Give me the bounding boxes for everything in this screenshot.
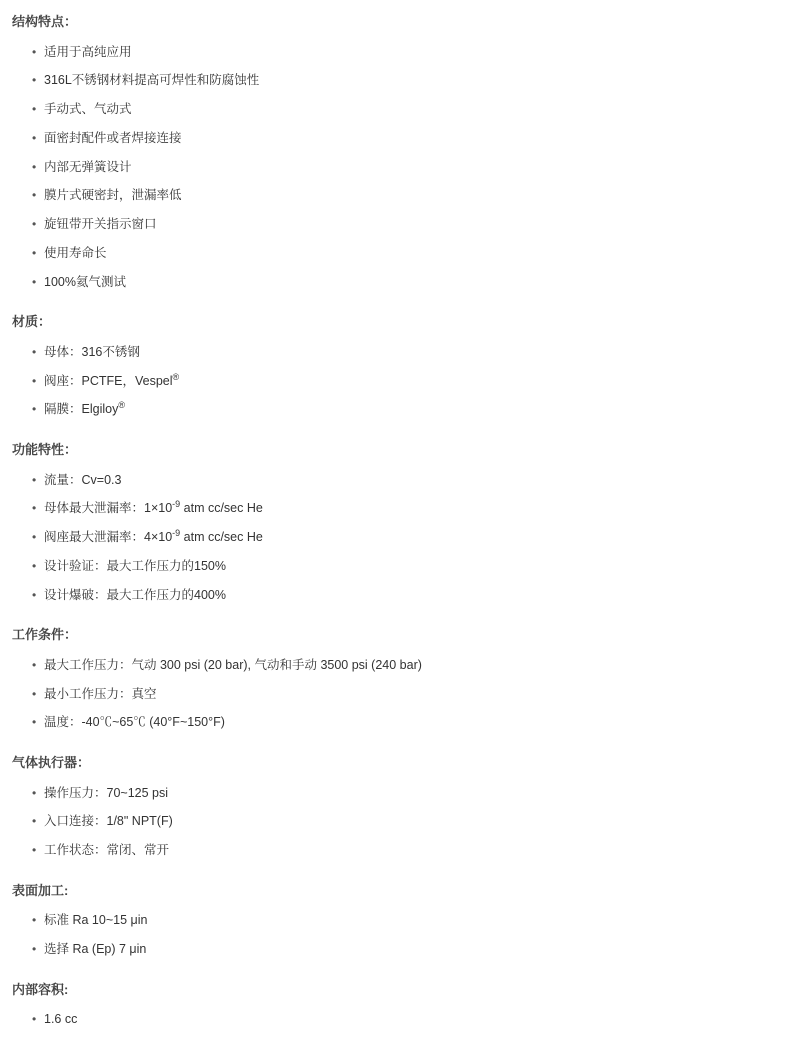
section-title: 表面加工: [12,882,69,898]
spec-sections [12,10,777,1034]
list-item-text: 旋钮带开关指示窗口 [44,217,157,231]
list-item-text: 设计验证：最大工作压力的150% [44,558,226,573]
list-item [12,906,777,935]
list-item [12,807,777,836]
list-item-text: atm cc/sec He [180,501,263,516]
superscript: ® [118,400,125,411]
list-item [12,210,777,239]
list-item [12,395,777,424]
list-item-text: 316L不锈钢材料提高可焊性和防腐蚀性 [44,73,260,88]
spec-list [12,779,777,865]
list-item-text: 入口连接：1/8" NPT(F) [44,814,173,829]
spec-list [12,1005,777,1034]
list-item-text: 手动式、气动式 [44,102,132,116]
spec-list [12,38,777,297]
list-item [12,836,777,865]
list-item [12,38,777,67]
spec-section [12,10,777,296]
list-item [12,124,777,153]
superscript: ® [172,371,180,382]
section-title: 气体执行器： [12,755,91,770]
list-item-text: 选择 Ra (Ep) 7 μin [44,942,147,956]
section-title: 工作条件： [12,627,78,643]
section-title: 材质： [12,314,52,330]
list-item [12,268,777,297]
section-title: 内部容积: [12,981,69,997]
spec-list [12,466,777,610]
list-item [12,581,777,610]
list-item [12,552,777,581]
list-item-text: 100%氦气测试 [44,274,126,289]
spec-section [12,978,777,1034]
list-item-text: 使用寿命长 [44,245,107,260]
spec-section [12,879,777,964]
list-item-text: 面密封配件或者焊接连接 [44,130,182,145]
list-item-text: 适用于高纯应用 [44,44,132,59]
list-item [12,708,777,737]
list-item [12,95,777,124]
list-item [12,779,777,808]
list-item-text: 设计爆破：最大工作压力的400% [44,587,226,602]
spec-list [12,338,777,424]
list-item [12,494,777,523]
list-item [12,523,777,552]
spec-list [12,651,777,737]
spec-list [12,906,777,964]
list-item-text: 阀座最大泄漏率：4×10 [44,530,173,544]
list-item-text: 流量：Cv=0.3 [44,472,122,487]
list-item-text: 隔膜：Elgiloy [44,402,119,417]
spec-section [12,751,777,865]
list-item-text: 操作压力：70~125 psi [44,785,169,800]
list-item-text: 母体最大泄漏率：1×10 [44,501,173,516]
list-item-text: 1.6 cc [44,1012,78,1027]
section-title: 功能特性： [12,442,78,457]
list-item [12,466,777,495]
list-item [12,367,777,396]
list-item [12,239,777,268]
spec-section [12,623,777,737]
list-item [12,66,777,95]
list-item [12,651,777,680]
list-item-text: 阀座：PCTFE，Vespel [44,373,173,388]
list-item-text: 最小工作压力：真空 [44,686,157,701]
list-item [12,338,777,367]
superscript: -9 [172,527,181,538]
superscript: -9 [172,499,181,510]
list-item-text: 最大工作压力：气动 300 psi (20 bar), 气动和手动 3500 psi (240 bar) [44,657,422,672]
list-item-text: 标准 Ra 10~15 μin [44,913,148,928]
list-item-text: 温度：-40℃~65℃ (40°F~150°F) [44,715,225,730]
list-item [12,181,777,210]
list-item-text: 膜片式硬密封，泄漏率低 [44,188,182,203]
list-item [12,680,777,709]
list-item-text: 母体：316不锈钢 [44,344,140,359]
list-item-text: 内部无弹簧设计 [44,159,132,174]
spec-section [12,310,777,424]
list-item-text: atm cc/sec He [180,530,263,544]
list-item [12,935,777,964]
section-title: 结构特点： [12,14,78,29]
list-item [12,153,777,182]
list-item-text: 工作状态：常闭、常开 [44,843,170,857]
spec-section [12,438,777,609]
list-item [12,1005,777,1034]
